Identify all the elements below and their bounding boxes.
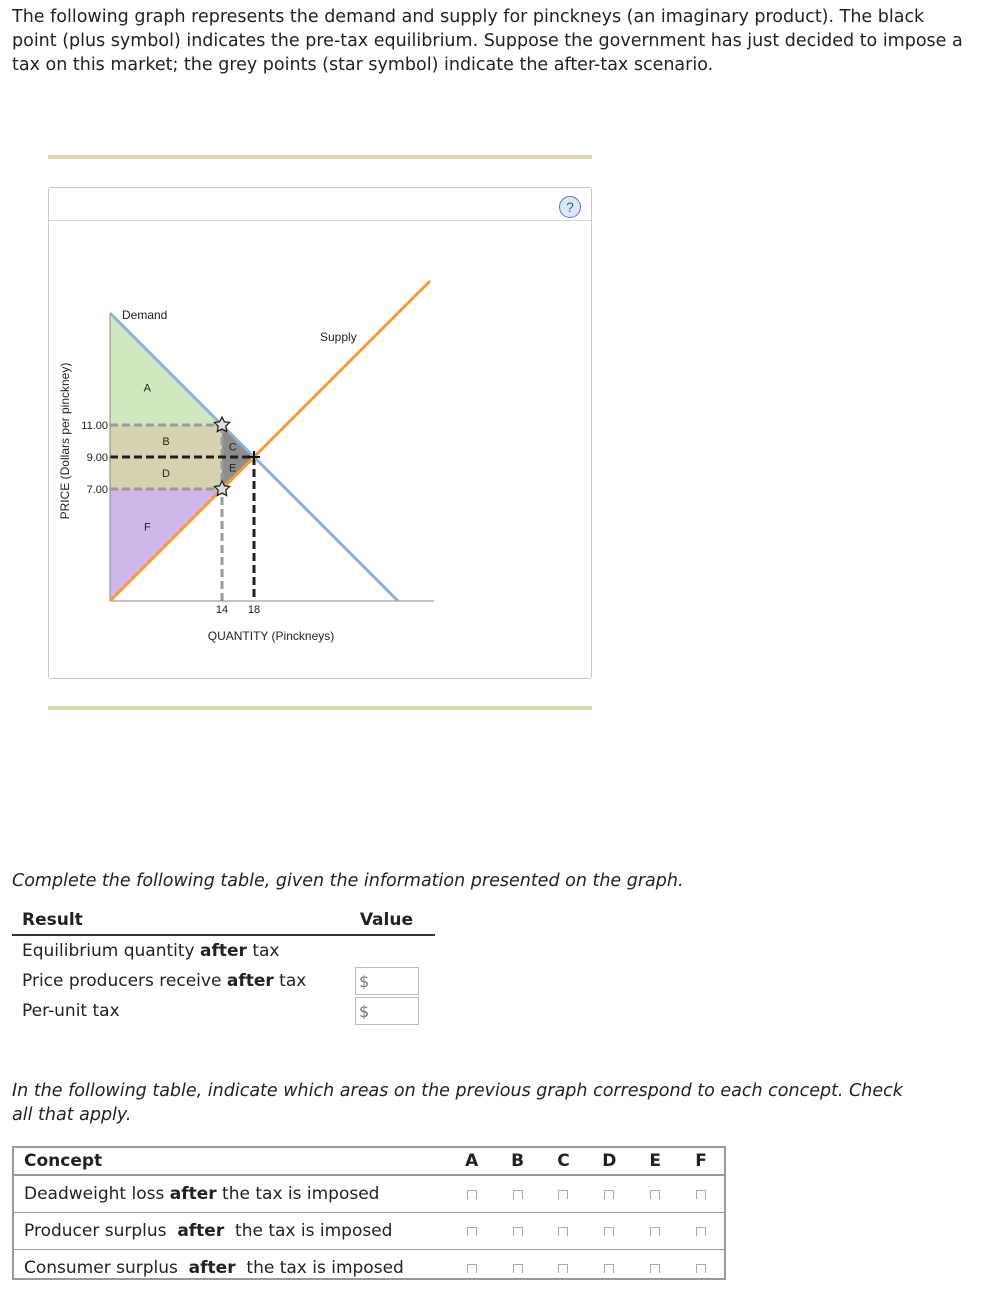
area-checkbox-e[interactable] [650,1227,660,1236]
question-intro: The following graph represents the demand and supply for pinckneys (an imaginary product). The black point (plus symbol) indicates the pre-tax equilibrium. Suppose the government has just decided to impose a tax on this market; the grey points (star symbol) indicate the after-tax scenario. [12,7,963,75]
checkbox-cell [495,1221,541,1241]
result-value-input[interactable]: $ [355,967,419,995]
checkbox-cell [449,1221,495,1241]
area-checkbox-c[interactable] [558,1227,568,1236]
area-checkbox-e[interactable] [650,1190,660,1199]
checkbox-cell [449,1258,495,1278]
concept-table [12,1146,726,1280]
help-icon[interactable]: ? [559,196,581,218]
area-column-header: D [602,1151,617,1171]
checkbox-cell [541,1221,587,1241]
area-label-f: F [143,521,151,534]
checkbox-cell [586,1258,632,1278]
x-tick-label: 14 [215,604,229,616]
demand-label: Demand [122,308,168,322]
checkbox-cell [632,1184,678,1204]
result-table-header [12,910,435,936]
checkbox-cell [541,1184,587,1204]
checkbox-cell [449,1184,495,1204]
area-label-c: C [228,441,237,454]
area-checkbox-a[interactable] [467,1227,477,1236]
concept-table-header [14,1148,724,1176]
result-label: Equilibrium quantity after tax [22,941,280,961]
result-column-header: Result [22,910,83,930]
concept-label: Consumer surplus after the tax is imposed [24,1258,404,1278]
checkbox-cell [586,1184,632,1204]
concept-label: Producer surplus after the tax is imposed [24,1221,393,1241]
checkbox-cell [632,1258,678,1278]
x-tick-label: 18 [247,604,261,616]
area-checkbox-d[interactable] [604,1190,614,1199]
area-column-header: A [465,1151,479,1171]
x-axis-title: QUANTITY (Pinckneys) [207,629,335,643]
checkbox-cell [495,1258,541,1278]
area-checkbox-d[interactable] [604,1227,614,1236]
area-column-header: E [649,1151,662,1171]
concept-label: Deadweight loss after the tax is imposed [24,1184,380,1204]
concept-column-header: Concept [24,1151,103,1171]
area-checkbox-f[interactable] [696,1227,706,1236]
area-column-header: B [511,1151,525,1171]
area-checkbox-a[interactable] [467,1190,477,1199]
concept-row [14,1213,724,1250]
area-label-a: A [143,382,152,395]
checkbox-cell [678,1221,724,1241]
area-checkbox-c[interactable] [558,1264,568,1273]
area-label-b: B [162,436,170,448]
area-label-d: D [162,468,170,480]
supply-label: Supply [320,330,357,344]
y-axis-title: PRICE (Dollars per pinckney) [58,362,72,520]
concept-row [14,1176,724,1213]
area-column-header: F [695,1151,707,1171]
area-checkbox-b[interactable] [513,1264,523,1273]
checkbox-cell [586,1221,632,1241]
area-checkbox-e[interactable] [650,1264,660,1273]
result-row [12,966,435,996]
result-row [12,936,435,966]
area-checkbox-b[interactable] [513,1227,523,1236]
concept-row [14,1250,724,1286]
result-value-input[interactable] [364,937,428,965]
result-label: Per-unit tax [22,1001,120,1021]
y-tick-label: 7.00 [86,484,108,496]
area-column-header: C [557,1151,570,1171]
y-tick-label: 11.00 [81,420,108,432]
area-checkbox-a[interactable] [467,1264,477,1273]
area-checkbox-c[interactable] [558,1190,568,1199]
checkbox-cell [678,1184,724,1204]
bottom-divider [48,706,592,710]
checkbox-cell [678,1258,724,1278]
checkbox-cell [632,1221,678,1241]
area-checkbox-d[interactable] [604,1264,614,1273]
area-checkbox-f[interactable] [696,1264,706,1273]
result-row [12,996,435,1026]
checkbox-cell [495,1184,541,1204]
area-label-e: E [228,462,237,475]
checkbox-cell [541,1258,587,1278]
result-table [12,910,435,1026]
y-tick-label: 9.00 [86,452,108,464]
areas-instructions: In the following table, indicate which areas on the previous graph correspond to each concept. Check all that apply. [12,1081,903,1125]
result-value-input[interactable]: $ [355,997,419,1025]
area-checkbox-f[interactable] [696,1190,706,1199]
area-checkbox-b[interactable] [513,1190,523,1199]
table-instructions: Complete the following table, given the information presented on the graph. [12,871,684,891]
value-column-header: Value [359,910,413,930]
result-label: Price producers receive after tax [22,971,307,991]
